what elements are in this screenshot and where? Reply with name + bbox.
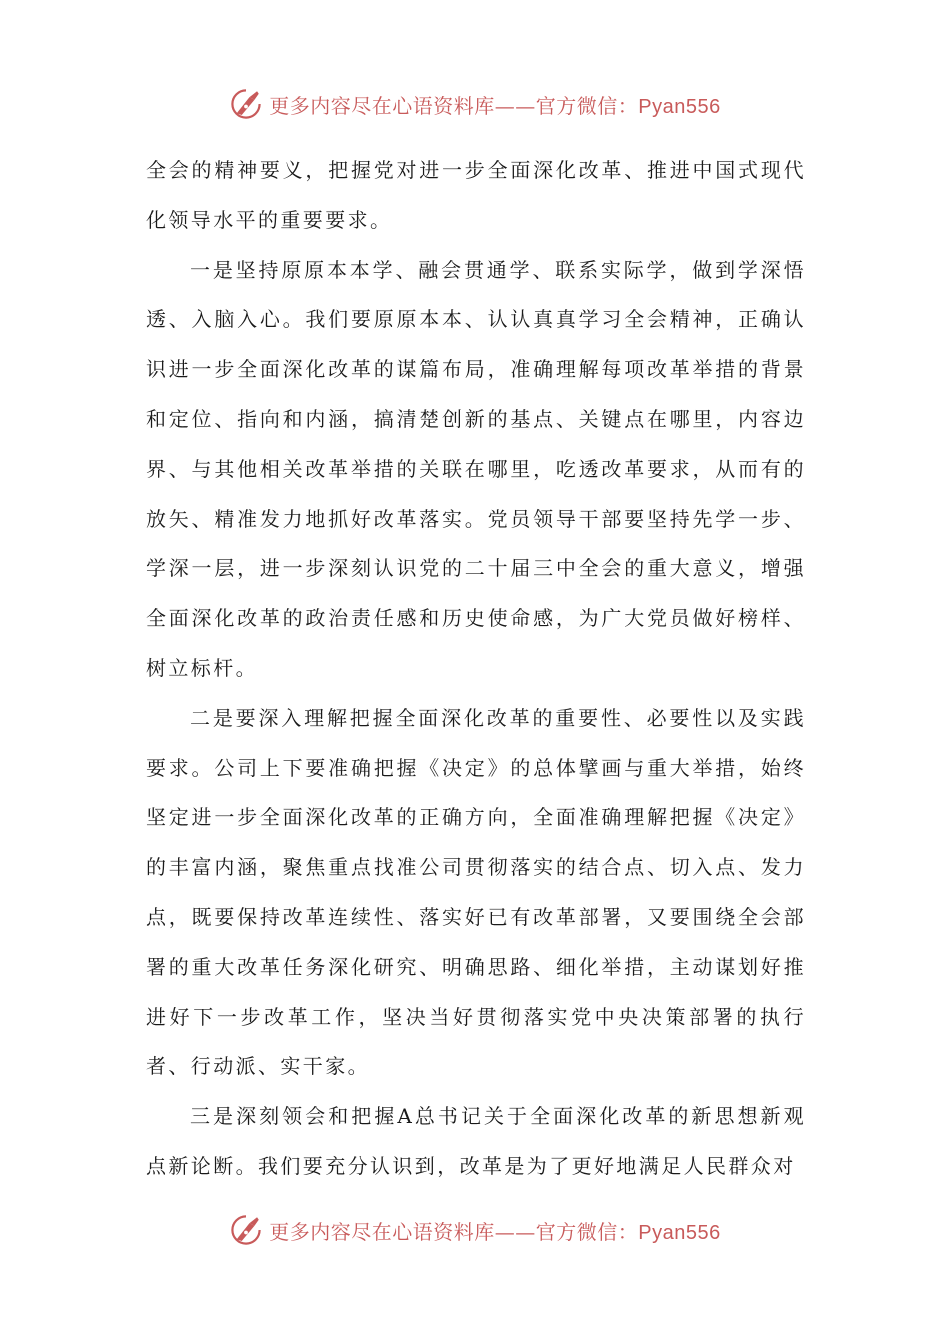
footer-banner bbox=[0, 1210, 950, 1250]
footer-banner-text bbox=[269, 1216, 720, 1245]
header-banner-text bbox=[269, 90, 720, 119]
paragraph-point-three: 三是深刻领会和把握A总书记关于全面深化改革的新思想新观点新论断。我们要充分认识到，改革是为了更好地满足人民群众对 bbox=[146, 1104, 806, 1178]
document-body bbox=[146, 146, 806, 1192]
header-banner-code: Pyan556 bbox=[638, 95, 721, 118]
paragraph-point-two: 二是要深入理解把握全面深化改革的重要性、必要性以及实践要求。公司上下要准确把握《决定》的总体擘画与重大举措，始终坚定进一步全面深化改革的正确方向，全面准确理解把握《决定》的丰富内涵，聚焦重点找准公司贯彻落实的结合点、切入点、发力点，既要保持改革连续性、落实好已有改革部署，又要围绕全会部署的重大改革任务深化研究、明确思路、细化举措，主动谋划好推进好下一步改革工作，坚决当好贯彻落实党中央决策部署的执行者、行动派、实干家。 bbox=[146, 705, 806, 1079]
pen-nib-logo-icon bbox=[229, 87, 263, 121]
paragraph-point-one: 一是坚持原原本本学、融会贯通学、联系实际学，做到学深悟透、入脑入心。我们要原原本本、认认真真学习全会精神，正确认识进一步全面深化改革的谋篇布局，准确理解每项改革举措的背景和定位、指向和内涵，搞清楚创新的基点、关键点在哪里，内容边界、与其他相关改革举措的关联在哪里，吃透改革要求，从而有的放矢、精准发力地抓好改革落实。党员领导干部要坚持先学一步、学深一层，进一步深刻认识党的二十届三中全会的重大意义，增强全面深化改革的政治责任感和历史使命感，为广大党员做好榜样、树立标杆。 bbox=[146, 257, 806, 680]
header-banner-label: 更多内容尽在心语资料库——官方微信： bbox=[269, 93, 639, 118]
footer-banner-code: Pyan556 bbox=[638, 1221, 721, 1244]
pen-nib-logo-icon bbox=[229, 1213, 263, 1247]
header-banner bbox=[0, 84, 950, 124]
paragraph-continuation: 全会的精神要义，把握党对进一步全面深化改革、推进中国式现代化领导水平的重要要求。 bbox=[146, 158, 806, 232]
footer-banner-label: 更多内容尽在心语资料库——官方微信： bbox=[269, 1219, 639, 1244]
